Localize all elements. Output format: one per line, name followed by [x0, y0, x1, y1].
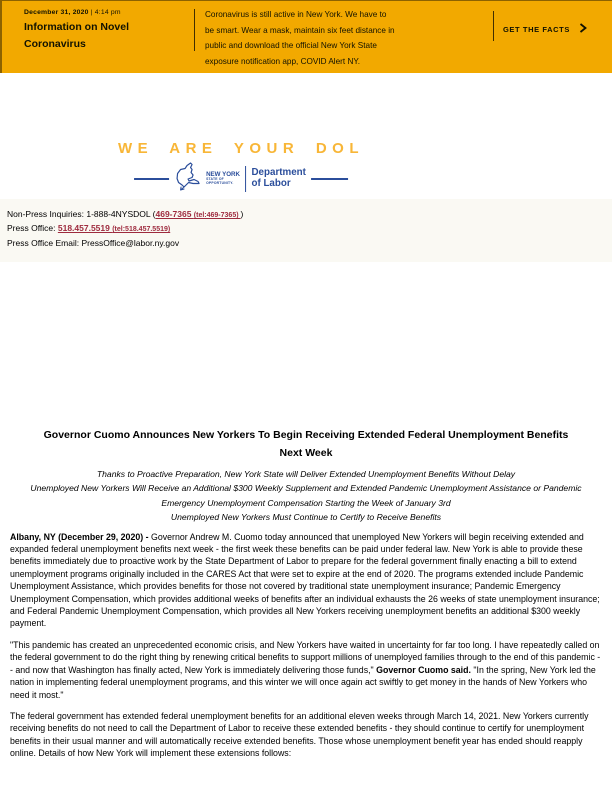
banner-divider: [493, 11, 494, 41]
banner-date-separator: |: [90, 9, 93, 16]
paragraph-text: "In the spring, New York led the nation in implementing federal unemployment programs, and this winter we will once again act swiftly to get money in the hands of New Yorkers who need it most.": [10, 664, 596, 700]
press-office-label: Press Office:: [7, 223, 58, 234]
new-york-state-icon: [174, 161, 201, 196]
paragraph-text: Governor Andrew M. Cuomo today announced that unemployed New Yorkers will begin receiving extended and expanded federal unemployment benefits next week - the first week these benefits can be paid under federal law. New York is able to provide these benefits immediately due to proactive work by the State Department of Labor to prepare for the federal government finally enacting a bill to extend unemployment programs originally included in the CARES Act that were set to expire at the end of 2020. The programs extended include Pandemic Unemployment Assistance, which provides benefits for those not covered by traditional state unemployment insurance; Pandemic Emergency Unemployment Compensation, which provides additional weeks of benefits after an individual exhausts the 26 weeks of state unemployment insurance; and Federal Pandemic Unemployment Compensation, which provides all New Yorkers receiving unemployment benefits an additional $300 weekly payment.: [10, 531, 600, 629]
banner-divider: [194, 9, 195, 51]
dol-tagline: WE ARE YOUR DOL: [117, 140, 365, 157]
logo-rule-right: [311, 178, 348, 180]
banner-message-line: be smart. Wear a mask, maintain six feet distance in: [205, 25, 395, 35]
tel-uri: (tel:469-7365): [193, 212, 241, 219]
banner-time: 4:14 pm: [94, 9, 121, 16]
banner-message-line: Coronavirus is still active in New York. We have to: [205, 10, 387, 19]
article-subhead: Thanks to Proactive Preparation, New York State will Deliver Extended Unemployment Benefits Without Delay: [96, 469, 516, 479]
press-office-phone-link[interactable]: [58, 223, 170, 233]
contact-section: [0, 199, 612, 262]
article-subhead: Unemployed New Yorkers Must Continue to Certify to Receive Benefits: [170, 512, 442, 523]
article-body: [10, 531, 602, 760]
non-press-phone-link[interactable]: [156, 209, 241, 219]
get-the-facts-label: GET THE FACTS: [503, 24, 570, 34]
attribution: Governor Cuomo said.: [376, 664, 471, 675]
new-york-wordmark-line: STATE OF: [206, 177, 224, 182]
dol-logo: [134, 161, 348, 196]
new-york-wordmark-line: OPPORTUNITY.: [206, 180, 234, 185]
banner-left-block: [24, 9, 174, 52]
non-press-inquiries-line: [7, 208, 612, 222]
non-press-inquiries-label: Non-Press Inquiries: 1-888-4NYSDOL (: [7, 209, 156, 219]
article-subhead: Unemployed New Yorkers Will Receive an Additional $300 Weekly Supplement and Extended Pandemic Unemployment Assistance or Pandemic Emergency Unemployment Compensation Starting the Week of January 3rd: [30, 483, 582, 508]
press-office-email-line: Press Office Email: PressOffice@labor.ny.gov: [7, 237, 180, 248]
department-wordmark-line: of Labor: [251, 177, 291, 189]
banner-message-line: exposure notification app, COVID Alert NY.: [205, 56, 361, 66]
logo-rule-left: [134, 178, 169, 180]
article-paragraph-3: The federal government has extended federal unemployment benefits for an additional eleven weeks through March 14, 2021. New Yorkers currently receiving benefits do not need to call the Department of Labor to receive these extended benefits - they should continue to certify for unemployment benefits in their usual manner and will automatically receive extended benefits. Those whose unemployment benefit year has ended should reapply online. Details of how New York will implement these extensions follows:: [10, 710, 589, 759]
banner-message-line: public and download the official New York State: [205, 41, 377, 50]
article-title: [10, 427, 602, 462]
phone-number: 518.457.5519: [57, 223, 113, 234]
chevron-right-icon: [579, 20, 587, 38]
new-york-wordmark: [206, 172, 240, 186]
department-wordmark-line: Department: [251, 167, 306, 178]
new-york-wordmark-line: NEW YORK: [206, 170, 240, 178]
article-paragraph-1: [10, 531, 602, 630]
article-title-line: Next Week: [279, 446, 333, 459]
covid-banner: [0, 0, 612, 73]
paragraph-text: "This pandemic has created an unprecedented economic crisis, and New Yorkers have waited in uncertainty for far too long. I have repeatedly called on the federal government to do the right thing by renewing critical benefits to support millions of unemployed families through to the end of this pandemic -- and now that Washington has finally acted, New York is immediately delivering those funds,": [10, 639, 601, 675]
press-office-line: [7, 222, 612, 236]
non-press-inquiries-suffix: ): [240, 209, 244, 219]
tel-uri: (tel:518.457.5519): [112, 226, 171, 234]
department-of-labor-wordmark: [251, 168, 305, 189]
banner-title: Information on Novel Coronavirus: [24, 21, 129, 50]
article-paragraph-2: [10, 639, 602, 701]
banner-date-line: [24, 9, 174, 16]
article-title-line: Governor Cuomo Announces New Yorkers To Begin Receiving Extended Federal Unemployment Benefits: [43, 429, 569, 441]
phone-number: 469-7365: [155, 209, 194, 219]
article: [10, 427, 602, 769]
logo-vertical-rule: [245, 166, 247, 192]
banner-date: December 31, 2020: [24, 9, 89, 16]
banner-message: [205, 7, 445, 69]
dateline: Albany, NY (December 29, 2020) -: [10, 531, 151, 542]
get-the-facts-link[interactable]: [503, 20, 587, 38]
